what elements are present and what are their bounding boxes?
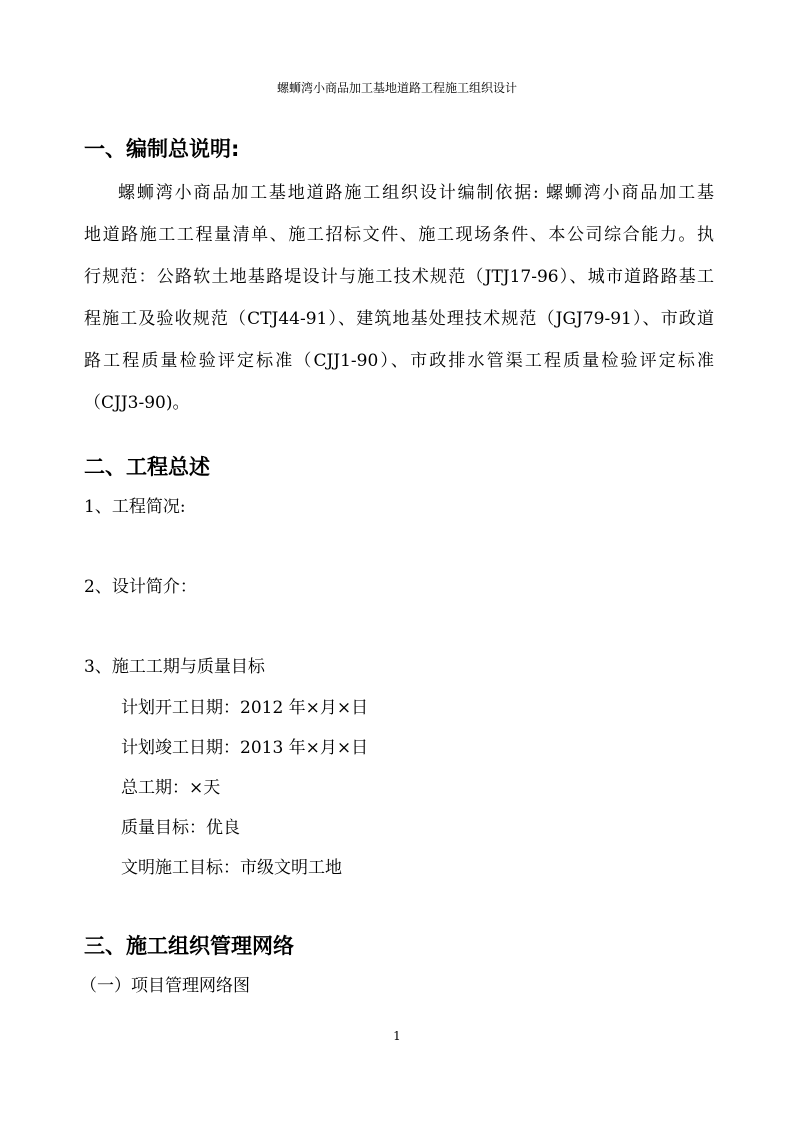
section-1-heading: 一、编制总说明: bbox=[84, 137, 240, 161]
planned-completion-date: 计划竣工日期：2013 年×月×日 bbox=[121, 738, 369, 758]
quality-target: 质量目标：优良 bbox=[121, 818, 240, 838]
paragraph-line-3: 行规范：公路软土地基路堤设计与施工技术规范（JTJ17-96）、城市道路路基工 bbox=[84, 267, 714, 287]
paragraph-line-1: 螺蛳湾小商品加工基地道路施工组织设计编制依据: 螺蛳湾小商品加工基 bbox=[118, 183, 714, 203]
page-number: 1 bbox=[393, 1029, 401, 1043]
civilized-construction-target: 文明施工目标：市级文明工地 bbox=[121, 858, 342, 878]
section-2-heading: 二、工程总述 bbox=[84, 455, 210, 479]
paragraph-line-4: 程施工及验收规范（CTJ44-91）、建筑地基处理技术规范（JGJ79-91）、市政道 bbox=[84, 309, 714, 329]
subsection-design-intro: 2、设计简介： bbox=[84, 577, 197, 597]
paragraph-line-6: （CJJ3-90)。 bbox=[84, 393, 190, 413]
page-header-title: 螺蛳湾小商品加工基地道路工程施工组织设计 bbox=[276, 81, 517, 95]
paragraph-line-5: 路工程质量检验评定标准（CJJ1-90）、市政排水管渠工程质量检验评定标准 bbox=[84, 351, 714, 371]
section-3-heading: 三、施工组织管理网络 bbox=[84, 934, 294, 958]
subsection-project-overview: 1、工程简况: bbox=[84, 497, 186, 517]
planned-start-date: 计划开工日期：2012 年×月×日 bbox=[121, 698, 369, 718]
subsection-management-network: （一）项目管理网络图 bbox=[80, 976, 250, 996]
total-duration: 总工期：×天 bbox=[121, 778, 221, 798]
section-1-paragraph bbox=[84, 172, 714, 424]
subsection-schedule-quality: 3、施工工期与质量目标 bbox=[84, 657, 265, 677]
paragraph-line-2: 地道路施工工程量清单、施工招标文件、施工现场条件、本公司综合能力。执 bbox=[84, 225, 714, 245]
